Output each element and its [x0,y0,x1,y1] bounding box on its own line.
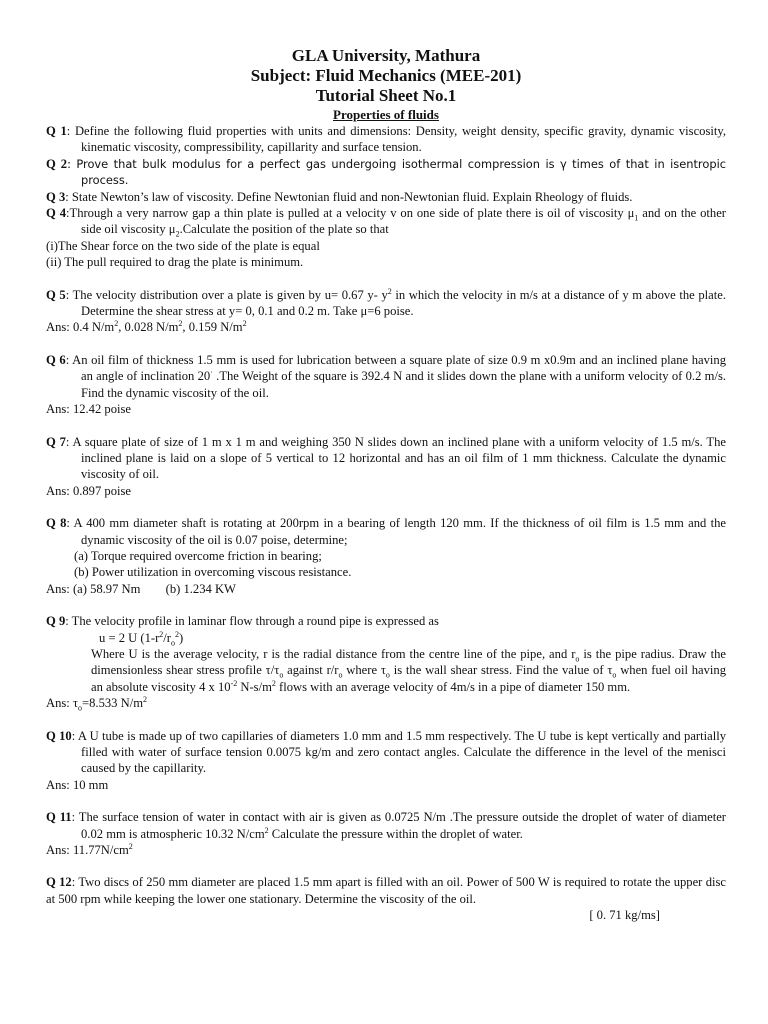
velocity-profile-formula [46,630,726,646]
question-number: Q 1 [46,124,67,138]
superscript: 2 [242,319,247,329]
question-text: : Prove that bulk modulus for a perfect gas undergoing isothermal compression is γ times of that in isentropic process. [67,156,726,188]
question-number: Q 4 [46,206,66,221]
question-12 [46,874,726,907]
superscript: 2 [271,678,276,688]
question-number: Q 6 [46,352,66,367]
superscript: 2 [387,286,392,296]
question-text: : The velocity distribution over a plate is given by u= 0.67 y- y [65,287,388,302]
question-text: : An oil film of thickness 1.5 mm is used for lubrication between a square plate of size 0.9 m x0.9m and an inclined plane having an angle of inclination 20 [65,352,726,384]
question-text: when fuel oil having an absolute viscosity 4 x 10 [91,663,727,694]
question-4-part-ii: (ii) The pull required to drag the plate is minimum. [46,255,304,270]
answer-text: =8.533 N/m [82,696,143,711]
subscript: o [338,670,343,680]
question-text: .The Weight of the square is 392.4 N and it slides down the plane with a uniform velocity of 0.2 m/s. Find the dynamic viscosity of the oil. [81,369,727,400]
question-text: against r/r [283,663,339,678]
question-text: : State Newton’s law of viscosity. Define Newtonian fluid and non-Newtonian fluid. Explain Rheology of fluids. [65,189,633,204]
answer-12: [ 0. 71 kg/ms] [589,908,660,923]
superscript: 2 [264,825,269,835]
superscript: -2 [230,678,238,688]
subscript: o [385,670,390,680]
answer-10: Ans: 10 mm [46,777,109,792]
subscript: 2 [175,229,180,239]
question-text: : A U tube is made up of two capillaries of diameters 1.0 mm and 1.5 mm respectively. The U tube is kept vertically and partially filled with water of surface tension 0.0075 kg/m and zero contact angles. Calculate the difference in the level of the menisci caused by the capillarity. [71,728,726,776]
university-title: GLA University, Mathura [291,46,481,65]
question-9-body [46,646,726,695]
answer-11 [46,842,726,858]
question-7 [46,434,726,483]
question-text: is the pipe radius. Draw the dimensionless shear stress profile τ/τ [91,646,726,678]
question-9 [46,613,726,629]
question-text: : Define the following fluid properties with units and dimensions: Density, weight density, specific gravity, dynamic viscosity, kinematic viscosity, compressibility, capillarity and surface tension. [66,124,726,155]
question-text: flows with an average velocity of 4m/s in a pipe of diameter 150 mm. [275,679,631,694]
degree-mark: · [210,368,213,378]
subscript: 1 [634,213,639,223]
question-number: Q 7 [46,434,66,449]
question-text: :Through a very narrow gap a thin plate is pulled at a velocity v on one side of plate there is oil of viscosity μ [66,206,635,221]
answer-text: , 0.159 N/m [182,320,243,335]
sheet-title: Tutorial Sheet No.1 [315,86,457,105]
answer-text: Ans: 0.4 N/m [46,320,115,335]
question-number: Q 12 [46,875,72,890]
question-11 [46,809,726,842]
answer-7: Ans: 0.897 poise [46,483,132,498]
question-text: Calculate the pressure within the droplet of water. [268,826,523,841]
answer-9 [46,695,726,711]
question-8-part-a: (a) Torque required overcome friction in bearing; [74,548,322,563]
subject-title: Subject: Fluid Mechanics (MEE-201) [250,66,522,85]
subscript: o [575,654,580,664]
question-4 [46,205,726,238]
question-number: Q 11 [46,810,72,825]
question-1 [46,123,726,156]
superscript: 2 [178,319,183,329]
question-5 [46,287,726,320]
formula-text: /r [163,630,171,645]
question-number: Q 2 [46,156,68,171]
question-6 [46,352,726,401]
subscript: o [612,670,617,680]
answer-text: , 0.028 N/m [118,320,179,335]
subscript: o [78,703,83,713]
question-text: N-s/m [237,679,272,694]
question-4-part-i: (i)The Shear force on the two side of the plate is equal [46,238,320,253]
question-text: in which the velocity in m/s at a distance of y m above the plate. Determine the shear stress at y= 0, 0.1 and 0.2 m. Take μ=6 poise. [81,287,726,319]
question-number: Q 8 [46,516,67,531]
superscript: 2 [128,841,133,851]
question-text: Where U is the average velocity, r is the radial distance from the centre line of the pipe, and r [91,646,576,661]
answer-5 [46,319,726,335]
answer-6: Ans: 12.42 poise [46,402,132,417]
subscript: o [170,638,175,648]
question-2 [46,156,726,189]
question-text: : Two discs of 250 mm diameter are placed 1.5 mm apart is filled with an oil. Power of 500 W is required to rotate the upper disc at 500 rpm while keeping the lower one stationary. Determine the viscosity of the oil. [46,875,726,906]
question-number: Q 9 [46,614,66,629]
answer-8: Ans: (a) 58.97 Nm (b) 1.234 KW [46,581,236,596]
answer-text: Ans: 11.77N/cm [46,843,129,858]
question-8 [46,515,726,548]
formula-text: ) [178,630,184,645]
question-text: and on the other side oil viscosity μ [81,206,726,237]
formula-text: u = 2 U (1-r [99,630,160,645]
question-text: : The surface tension of water in contact with air is given as 0.0725 N/m .The pressure outside the droplet of water of diameter 0.02 mm is atmospheric 10.32 N/cm [71,810,727,841]
superscript: 2 [174,629,179,639]
question-text: .Calculate the position of the plate so that [179,222,389,237]
question-number: Q 5 [46,287,66,302]
question-text: : A 400 mm diameter shaft is rotating at 200rpm in a bearing of length 120 mm. If the thickness of oil film is 1.5 mm and the dynamic viscosity of the oil is 0.07 poise, determine; [66,516,727,547]
question-text: is the wall shear stress. Find the value of τ [389,663,613,678]
superscript: 2 [159,629,164,639]
question-text: : The velocity profile in laminar flow through a round pipe is expressed as [65,614,439,629]
superscript: 2 [114,319,119,329]
subscript: o [279,670,284,680]
question-10 [46,728,726,777]
superscript: 2 [143,695,147,704]
question-number: Q 10 [46,728,72,743]
answer-text: Ans: τ [46,696,79,711]
question-number: Q 3 [46,189,66,204]
topic-heading: Properties of fluids [333,107,439,122]
question-3 [46,189,726,205]
question-text: : A square plate of size of 1 m x 1 m and weighing 350 N slides down an inclined plane with a uniform velocity of 1.5 m/s. The inclined plane is laid on a slope of 5 vertical to 12 horizontal and has an oil film of 1 mm thickness. Calculate the dynamic viscosity of oil. [65,434,726,482]
question-text: where τ [342,663,386,678]
question-8-part-b: (b) Power utilization in overcoming viscous resistance. [74,565,352,580]
